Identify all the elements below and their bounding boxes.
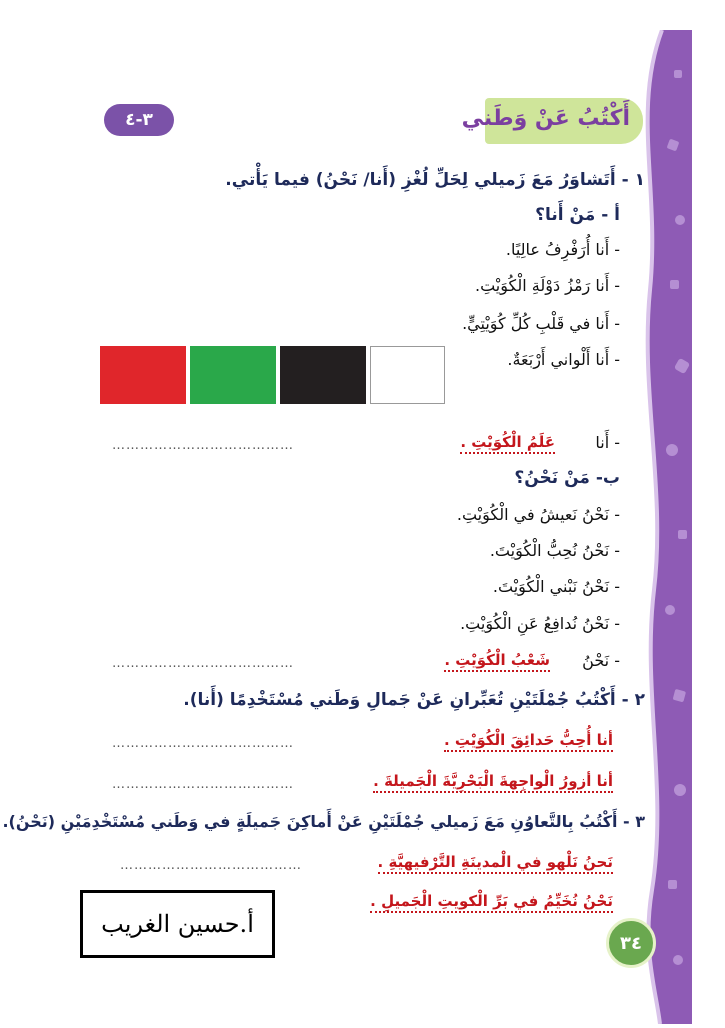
q1-b-line-3: - نَحْنُ نَبْني الْكُوَيْتَ. <box>492 577 620 596</box>
q3-answer-2: نَحْنُ نُخَيِّمُ في بَرِّ الْكويتِ الْجَميلِ . <box>370 892 613 913</box>
flag-stripe-white <box>370 346 445 404</box>
author-stamp-text: أ.حسين الغريب <box>101 910 254 938</box>
q1-a-dots: ………………………………… <box>112 438 294 453</box>
q2-dots-1: ………………………………… <box>112 736 294 751</box>
flag-color-strip <box>100 346 445 404</box>
q1-b-line-2: - نَحْنُ نُحِبُّ الْكُوَيْتَ. <box>489 541 620 560</box>
q1-part-b-title: ب- مَنْ نَحْنُ؟ <box>514 468 620 488</box>
lesson-badge <box>104 104 174 136</box>
q1-a-line-1: - أَنا أُرَفْرِفُ عالِيًا. <box>505 240 620 259</box>
q1-a-line-2: - أَنا رَمْزُ دَوْلَةِ الْكُوَيْتِ. <box>475 276 620 295</box>
flag-stripe-green <box>190 346 276 404</box>
page-title: أَكْتُبُ عَنْ وَطَني <box>461 106 630 131</box>
q2-answer-2: أنا أزورُ الْواجِهةَ الْبَحْرِيَّةَ الْجَميلةَ . <box>373 772 613 793</box>
flag-stripe-red <box>100 346 186 404</box>
q1-b-line-1: - نَحْنُ نَعيشُ في الْكُوَيْتِ. <box>456 505 620 524</box>
q1-a-line-4: - أَنا أَلْواني أَرْبَعَةٌ. <box>507 350 620 369</box>
q1-a-answer: عَلَمُ الْكُوَيْتِ . <box>460 433 555 454</box>
q1-prompt: ١ - أَتَشاوَرُ مَعَ زَميلي لِحَلِّ لُغْزِ (أَنا/ نَحْنُ) فيما يَأْتي. <box>225 170 645 190</box>
q2-answer-1: أنا أُحِبُّ حَدائِقَ الْكُوَيْتِ . <box>444 731 613 752</box>
q1-b-dots: ………………………………… <box>112 656 294 671</box>
q1-a-line-3: - أَنا في قَلْبِ كُلِّ كُوَيْتِيٍّ. <box>462 314 620 333</box>
q3-answer-1: نَحنُ نَلْهو في الْمدينَةِ التَّرْفيهيَّةِ . <box>378 853 613 874</box>
lesson-badge-label: ٣-٤ <box>125 110 153 130</box>
q1-b-answer: شَعْبُ الْكُوَيْتِ . <box>444 651 550 672</box>
flag-stripe-black <box>280 346 366 404</box>
page-number-badge <box>606 918 656 968</box>
q1-b-line-4: - نَحْنُ نُدافِعُ عَنِ الْكُوَيْتِ. <box>460 614 620 633</box>
author-stamp <box>80 890 275 958</box>
q3-prompt: ٣ - أَكْتُبُ بِالتَّعاوُنِ مَعَ زَميلي جُمْلَتَيْنِ عَنْ أَماكِنَ جَميلَةٍ في وَطَني مُسْتَخْدِمَيْنِ (نَحْنُ). <box>2 812 645 831</box>
q3-dots-1: ………………………………… <box>120 858 302 873</box>
q1-b-answer-prefix: - نَحْنُ <box>582 651 620 670</box>
q1-part-a-title: أ - مَنْ أَنا؟ <box>535 205 620 225</box>
q2-dots-2: ………………………………… <box>112 777 294 792</box>
q1-a-answer-prefix: - أَنا <box>595 433 620 452</box>
q2-prompt: ٢ - أَكْتُبُ جُمْلَتَيْنِ تُعَبِّرانِ عَنْ جَمالِ وَطَني مُسْتَخْدِمًا (أَنا). <box>183 690 645 710</box>
page-number: ٣٤ <box>620 932 642 954</box>
